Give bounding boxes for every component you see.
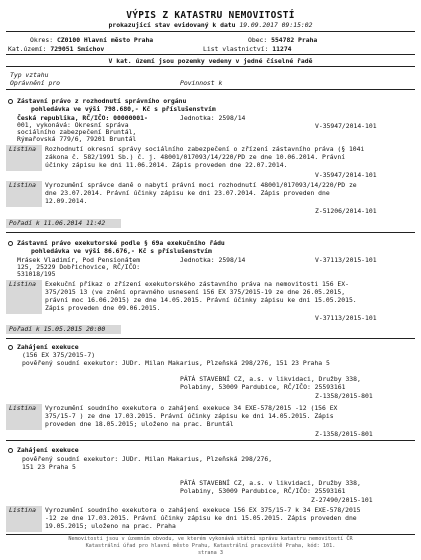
listina-label: Listina	[9, 506, 36, 514]
entry3-party: PÁTÁ STAVEBNÍ CZ, a.s. v likvidaci, Družby 338,	[180, 375, 361, 383]
page-title: VÝPIS Z KATASTRU NEMOVITOSTÍ	[126, 10, 295, 21]
section-note: V kat. území jsou pozemky vedeny v jedné číselné řadě	[108, 57, 313, 65]
entry1-claim: pohledávka ve výši 798.680,- Kč s příslušenstvím	[31, 105, 216, 113]
entry2-owner: Mrásek Vladimír, Pod Pensionátem	[17, 256, 141, 264]
obec-field	[248, 37, 317, 43]
subtitle-date: 19.09.2017 09:15:02	[239, 21, 313, 29]
ku-value: 729051 Smíchov	[50, 45, 105, 53]
lv-label: List vlastnictví:	[203, 45, 269, 53]
listina-text: dne 23.07.2014. Právní účinky zápisu ke dni 23.07.2014. Zápis proveden dne	[45, 189, 330, 197]
entry-bullet-icon	[8, 99, 13, 104]
divider	[6, 54, 415, 55]
okres-label: Okres:	[30, 36, 54, 44]
entry4-type: Zahájení exekuce	[17, 446, 79, 454]
listina-text: Exekuční příkaz o zřízení exekutorského zástavního práva na nemovitosti 156 EX-	[45, 280, 349, 288]
entry2-type: Zástavní právo exekutorské podle § 69a exekučního řádu	[17, 239, 225, 247]
listina-text: proveden dne 18.05.2015; uloženo na prac. Bruntál	[45, 420, 234, 428]
poradi-text: Pořadí k 15.05.2015 20:00	[9, 325, 106, 333]
divider	[6, 31, 415, 32]
listina-label: Listina	[9, 404, 36, 412]
entry4-executor: pověřený soudní exekutor: JUDr. Milan Makarius, Plzeňská 298/276,	[22, 455, 273, 463]
listina-text: Zápis proveden dne 09.06.2015.	[45, 304, 161, 312]
entry1-unit: Jednotka: 2598/14	[180, 114, 246, 122]
divider	[6, 89, 415, 90]
ku-label: Kat.území:	[8, 45, 47, 53]
entry4-party: Polabiny, 53009 Pardubice, RČ/IČO: 25593161	[180, 487, 346, 495]
ku-field	[8, 46, 104, 52]
obec-label: Obec:	[248, 36, 268, 44]
divider	[6, 338, 415, 339]
entry3-type: Zahájení exekuce	[17, 343, 79, 351]
listina-label: Listina	[9, 145, 36, 153]
listina-ref: Z-1358/2015-801	[315, 430, 373, 438]
listina-text: -12 ze dne 17.03.2015. Právní účinky zápisu ke dni 15.05.2015. Zápis proveden dne	[45, 514, 357, 522]
entry2-claim: pohledávka ve výši 86.676,- Kč s příslušenstvím	[31, 247, 212, 255]
page-subtitle	[0, 22, 421, 28]
footer-line: Nemovitosti jsou v územním obvodu, ve kterém vykonává státní správu katastru nemovitostí ČR	[68, 536, 353, 542]
column-typ: Typ vztahu	[10, 71, 49, 79]
okres-field	[30, 37, 153, 43]
entry1-ref: V-35947/2014-101	[315, 122, 377, 130]
listina-text: 12.09.2014.	[45, 197, 88, 205]
entry3-party: Polabiny, 53009 Pardubice, RČ/IČO: 25593161	[180, 383, 346, 391]
entry1-owner: 001, vykonává: Okresní správa	[17, 121, 129, 129]
entry-bullet-icon	[8, 241, 13, 246]
listina-text: právní moc 16.06.2015) ze dne 14.05.2015. Právní účinky zápisu ke dni 15.05.2015.	[45, 296, 357, 304]
page-number: strana 3	[198, 550, 223, 556]
entry1-owner: sociálního zabezpečení Bruntál,	[17, 128, 137, 136]
divider	[6, 534, 415, 535]
listina-text: 19.05.2015; uloženo na prac. Praha	[45, 522, 176, 530]
listina-ref: Z-51206/2014-101	[315, 207, 377, 215]
listina-ref: V-35947/2014-101	[315, 171, 377, 179]
entry1-owner: Česká republika, RČ/IČO: 00000001-	[17, 114, 148, 122]
subtitle-prefix: prokazující stav evidovaný k datu	[108, 21, 236, 29]
listina-text: Vyrozumění soudního exekutora o zahájení exekuce 34 EXE-578/2015 -12 (156 EX	[45, 404, 338, 412]
okres-value: CZ0100 Hlavní město Praha	[56, 36, 154, 44]
divider	[6, 66, 415, 67]
lv-value: 11274	[272, 45, 292, 53]
entry4-party: PÁTÁ STAVEBNÍ CZ, a.s. v likvidaci, Družby 338,	[180, 479, 361, 487]
listina-text: 375/2015 13 (ve znění opravného usnesení 156 EX 375/2015-19 ze dne 26.05.2015,	[45, 288, 346, 296]
column-opravneni: Oprávnění pro	[10, 79, 61, 87]
entry2-owner: 531018/195	[17, 270, 56, 278]
listina-text: Vyrozumění správce daně o nabytí právní moci rozhodnutí 48001/017093/14/220/PD ze	[45, 181, 357, 189]
listina-label: Listina	[9, 181, 36, 189]
listina-text: účinky zápisu ke dni 11.06.2014. Zápis proveden dne 22.07.2014.	[45, 161, 288, 169]
entry4-executor: 151 23 Praha 5	[22, 463, 76, 471]
entry3-case: (156 EX 375/2015-7)	[22, 351, 96, 359]
listina-text: zákona č. 582/1991 Sb.) č. j. 48001/017093/14/220/PD ze dne 10.06.2014. Právní	[45, 153, 346, 161]
entry3-executor: pověřený soudní exekutor: JUDr. Milan Makarius, Plzeňská 298/276, 151 23 Praha 5	[22, 359, 330, 367]
divider	[6, 440, 415, 441]
divider	[6, 232, 415, 233]
listina-ref: V-37113/2015-101	[315, 314, 377, 322]
footer-line: Katastrální úřad pro hlavní město Prahu, Katastrální pracoviště Praha, kód: 101.	[85, 543, 336, 549]
entry2-unit: Jednotka: 2598/14	[180, 256, 246, 264]
listina-text: Rozhodnutí okresní správy sociálního zabezpečení o zřízení zástavního práva (§ 104i	[45, 145, 365, 153]
listina-label: Listina	[9, 280, 36, 288]
lv-field	[203, 46, 292, 52]
entry-bullet-icon	[8, 448, 13, 453]
listina-text: 375/15-7 ) ze dne 17.03.2015. Právní účinky zápisu ke dni 14.05.2015. Zápis	[45, 412, 334, 420]
entry4-ref: Z-27490/2015-101	[311, 496, 373, 504]
entry3-ref: Z-1358/2015-801	[315, 392, 373, 400]
column-povinnost: Povinnost k	[180, 79, 223, 87]
obec-value: 554782 Praha	[271, 36, 318, 44]
listina-text: Vyrozumění soudního exekutora o zahájení exekuce 156 EX 375/15-7 k 34 EXE-578/2015	[45, 506, 361, 514]
poradi-text: Pořadí k 11.06.2014 11:42	[9, 219, 106, 227]
entry2-ref: V-37113/2015-101	[315, 256, 377, 264]
entry-bullet-icon	[8, 345, 13, 350]
entry1-owner: Rýmařovská 779/6, 79201 Bruntál	[17, 135, 137, 143]
entry1-type: Zástavní právo z rozhodnutí správního orgánu	[17, 97, 187, 105]
entry2-owner: 125, 25229 Dobřichovice, RČ/IČO:	[17, 263, 141, 271]
